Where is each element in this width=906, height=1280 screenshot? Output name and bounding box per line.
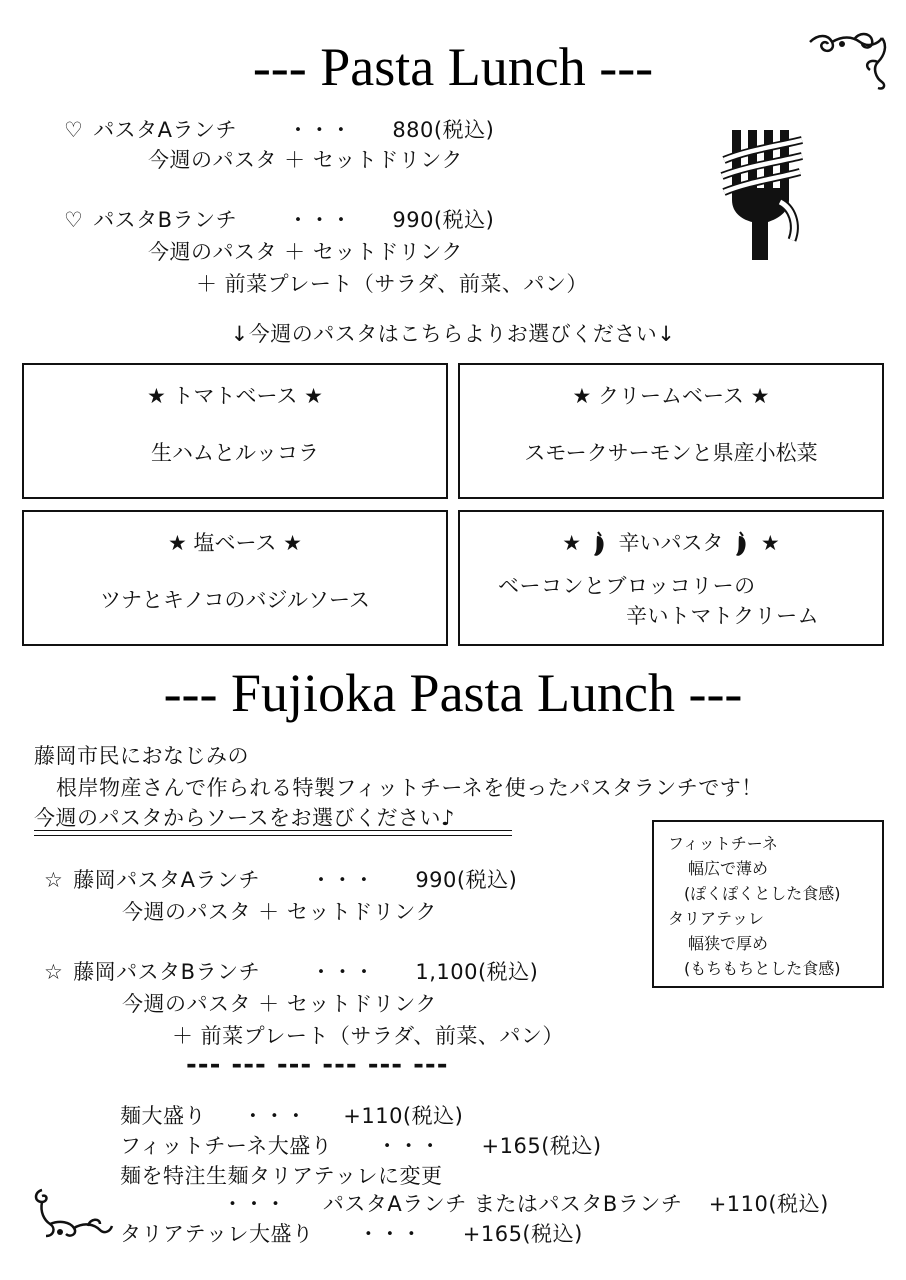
box-dish: ツナとキノコのバジルソース [100,588,370,612]
option-tagliatelle-large [120,1218,583,1248]
box-dish: 生ハムとルッコラ [151,441,319,465]
box-dish: スモークサーモンと県産小松菜 [524,441,818,465]
note-fettuccine: フィットチーネ [668,834,778,853]
corner-ornament-bottom [30,1186,116,1246]
star-outline-icon: ☆ [44,960,64,984]
option-name: 麺大盛り [120,1104,206,1128]
intro-line3: 今週のパスタからソースをお選びください♪ [34,806,455,830]
note-fettuccine-texture: (ぽくぽくとした食感) [684,884,841,903]
box-heading: ★ 塩ベース ★ [168,531,302,555]
pasta-box-spicy [458,510,884,646]
fujioka-b-row [44,956,538,986]
option-price: +110(税込) [343,1104,464,1128]
note-fettuccine-desc: 幅広で薄め [688,859,769,878]
option-tagliatelle-change: 麺を特注生麺タリアテッレに変更 [120,1164,443,1188]
fujioka-b-dots: ・・・ [310,960,375,984]
menu-b-desc2: ＋ 前菜プレート（サラダ、前菜、パン） [196,272,588,296]
menu-a-dots: ・・・ [287,118,352,142]
option-dots: ・・・ [222,1192,287,1216]
fujioka-b-price: 1,100(税込) [415,960,539,984]
fujioka-a-dots: ・・・ [310,868,375,892]
menu-a-price: 880(税込) [392,118,495,142]
fork-icon [718,128,808,262]
underline-double [34,830,512,836]
fujioka-a-name: 藤岡パスタAランチ [73,868,261,892]
option-tagliatelle-change-detail [222,1188,829,1218]
corner-ornament [806,32,890,92]
option-price: +165(税込) [481,1134,602,1158]
chili-pepper-icon [734,531,750,557]
choose-note: ↓今週のパスタはこちらよりお選びください↓ [230,322,676,346]
box-dish-line1: ベーコンとブロッコリーの [498,574,756,598]
heart-icon: ♡ [64,208,84,232]
note-tagliatelle-texture: (もちもちとした食感) [684,959,841,978]
fujioka-b-desc2: ＋ 前菜プレート（サラダ、前菜、パン） [172,1024,564,1048]
option-price: +165(税込) [462,1222,583,1246]
fujioka-a-row [44,864,517,894]
option-dots: ・・・ [357,1222,423,1246]
menu-b-row [64,204,494,234]
box-heading-label: 辛いパスタ [618,531,724,555]
section-title-fujioka: --- Fujioka Pasta Lunch --- [163,663,743,723]
box-heading [460,527,882,557]
pasta-box-cream [458,363,884,499]
fujioka-b-name: 藤岡パスタBランチ [73,960,261,984]
menu-b-desc: 今週のパスタ ＋ セットドリンク [148,240,463,264]
divider: --- --- --- --- --- --- [186,1050,449,1080]
star-left: ★ [562,531,582,555]
option-fettuccine-large [120,1130,602,1160]
box-heading: ★ クリームベース ★ [572,384,770,408]
pasta-box-salt [22,510,448,646]
menu-a-desc: 今週のパスタ ＋ セットドリンク [148,148,463,172]
option-detail: パスタAランチ またはパスタBランチ [322,1192,683,1216]
menu-b-dots: ・・・ [287,208,352,232]
chili-pepper-icon [592,531,608,557]
star-right: ★ [760,531,780,555]
intro-line1: 藤岡市民におなじみの [34,744,249,768]
fujioka-a-desc: 今週のパスタ ＋ セットドリンク [122,900,437,924]
star-outline-icon: ☆ [44,868,64,892]
option-price: +110(税込) [708,1192,829,1216]
intro-line2: 根岸物産さんで作られる特製フィットチーネを使ったパスタランチです！ [56,776,763,800]
fujioka-a-price: 990(税込) [415,868,518,892]
note-tagliatelle: タリアテッレ [668,909,765,928]
page-title: --- Pasta Lunch --- [252,37,654,97]
menu-a-name: パスタAランチ [93,118,238,142]
menu-b-name: パスタBランチ [93,208,238,232]
option-dots: ・・・ [376,1134,442,1158]
option-large [120,1100,463,1130]
menu-b-price: 990(税込) [392,208,495,232]
fujioka-b-desc: 今週のパスタ ＋ セットドリンク [122,992,437,1016]
box-heading: ★ トマトベース ★ [147,384,323,408]
option-dots: ・・・ [242,1104,307,1128]
note-tagliatelle-desc: 幅狭で厚め [688,934,769,953]
heart-icon: ♡ [64,118,84,142]
option-name: フィットチーネ大盛り [120,1134,333,1158]
box-dish-line2: 辛いトマトクリーム [626,604,820,628]
option-name: タリアテッレ大盛り [120,1222,314,1246]
pasta-box-tomato [22,363,448,499]
noodle-note-box [652,820,884,988]
menu-a-row [64,114,494,144]
